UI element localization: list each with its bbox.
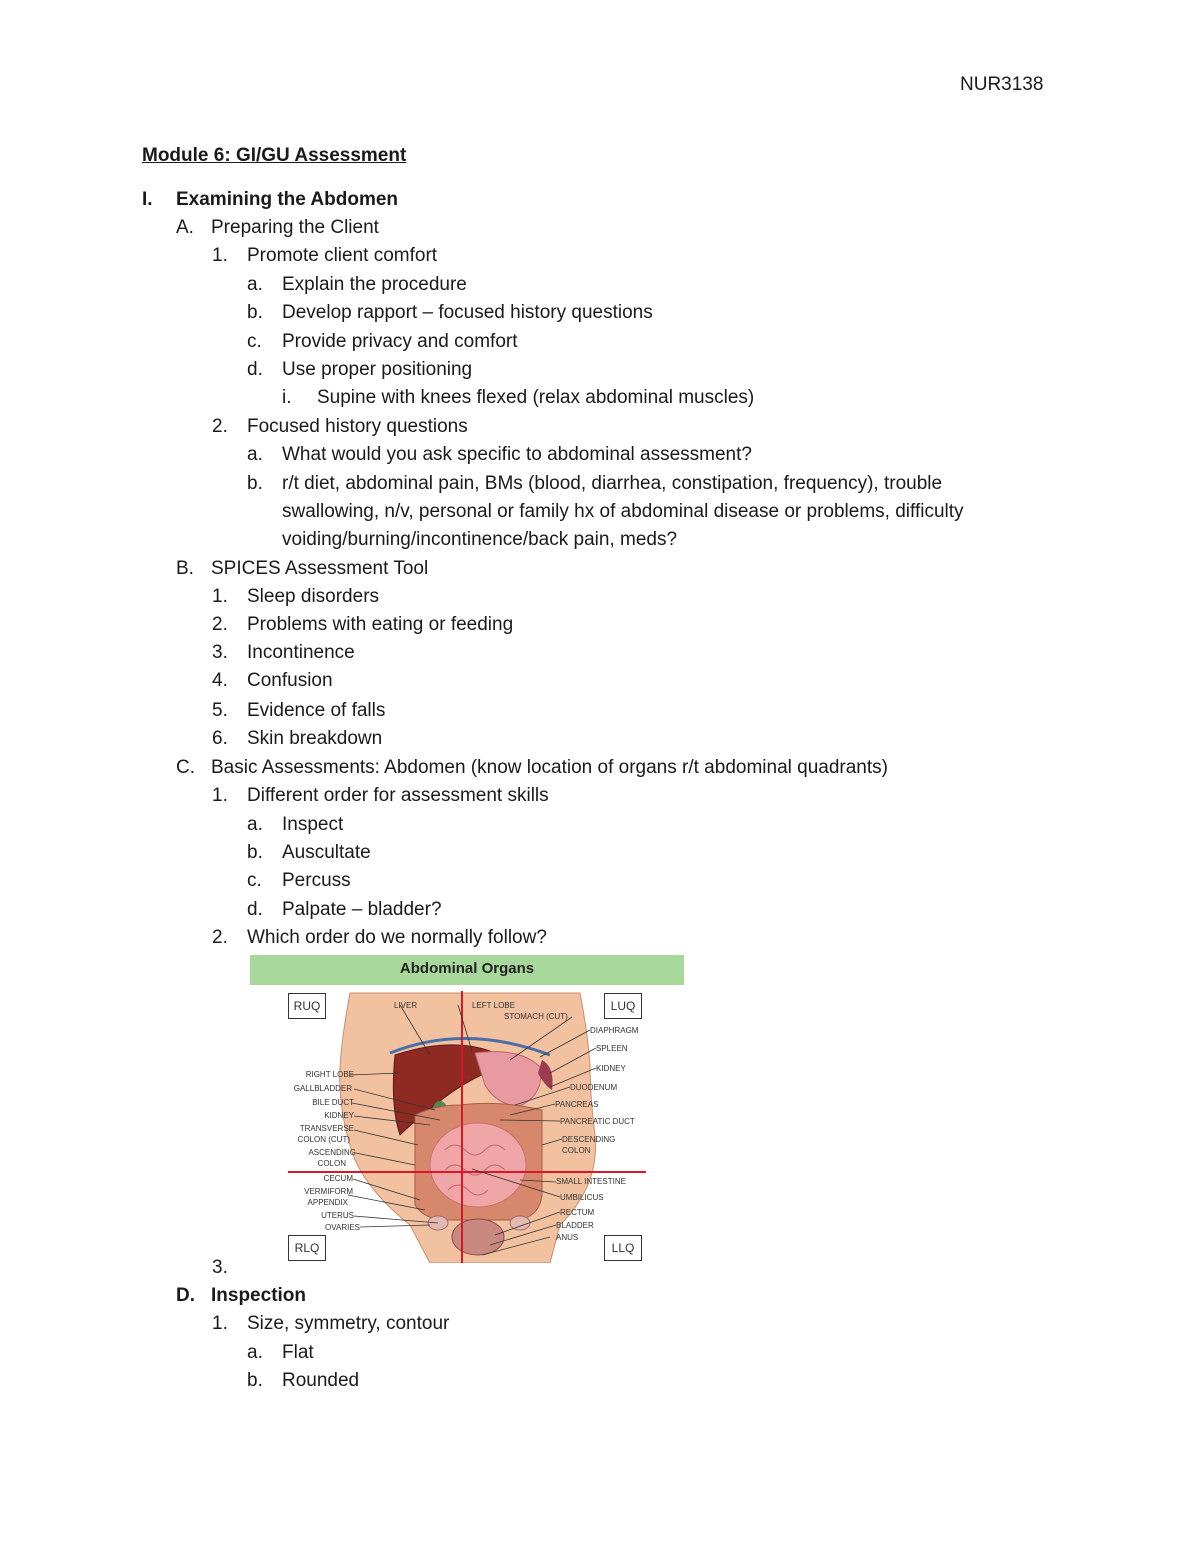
outline-text: Skin breakdown (247, 728, 383, 749)
outline-marker: b. (247, 1370, 263, 1391)
ruq-label: RUQ (288, 993, 326, 1019)
outline-marker: i. (282, 387, 292, 408)
outline-marker: 3. (212, 1257, 228, 1278)
organ-label: APPENDIX (307, 1198, 348, 1207)
organ-label: COLON (562, 1146, 591, 1155)
organ-label: TRANSVERSE (299, 1124, 354, 1133)
organ-label: DESCENDING (562, 1135, 616, 1144)
organ-label: LIVER (394, 1001, 418, 1010)
outline-text: Incontinence (247, 642, 355, 663)
outline-marker: b. (247, 842, 263, 863)
outline-text: Focused history questions (247, 416, 468, 437)
organ-label: PANCREATIC DUCT (560, 1117, 635, 1126)
organ-label: STOMACH (CUT) (504, 1012, 568, 1021)
organ-label: SPLEEN (596, 1044, 628, 1053)
outline-marker: b. (247, 473, 263, 494)
outline-text: Examining the Abdomen (176, 189, 399, 210)
outline-marker: 3. (212, 642, 228, 663)
outline-text: Auscultate (282, 842, 371, 863)
outline-text: Basic Assessments: Abdomen (know location of organs r/t abdominal quadrants) (211, 757, 888, 778)
course-code: NUR3138 (960, 74, 1044, 95)
luq-label: LUQ (604, 993, 642, 1019)
organ-label: DIAPHRAGM (590, 1026, 639, 1035)
outline-text: r/t diet, abdominal pain, BMs (blood, diarrhea, constipation, frequency), trouble (282, 473, 943, 494)
outline-marker: 2. (212, 614, 228, 635)
page-title: Module 6: GI/GU Assessment (142, 145, 407, 166)
outline-text: Flat (282, 1342, 314, 1363)
outline-text: Use proper positioning (282, 359, 473, 380)
outline-marker: 1. (212, 1313, 228, 1334)
outline-marker: a. (247, 274, 263, 295)
outline-marker: 2. (212, 416, 228, 437)
outline-text: Explain the procedure (282, 274, 467, 295)
outline-marker: 1. (212, 586, 228, 607)
outline-marker: 2. (212, 927, 228, 948)
organ-label: SMALL INTESTINE (556, 1177, 626, 1186)
outline-marker: d. (247, 899, 263, 920)
outline-marker: 6. (212, 728, 228, 749)
outline-text: Size, symmetry, contour (247, 1313, 450, 1334)
organ-label: COLON (CUT) (297, 1135, 350, 1144)
outline-text: Develop rapport – focused history questions (282, 302, 653, 323)
llq-label: LLQ (604, 1235, 642, 1261)
organ-label: BLADDER (556, 1221, 594, 1230)
organ-label: LEFT LOBE (472, 1001, 515, 1010)
organ-label: RIGHT LOBE (305, 1070, 354, 1079)
outline-text: Supine with knees flexed (relax abdominal muscles) (317, 387, 755, 408)
organ-label: KIDNEY (596, 1064, 626, 1073)
outline-text: Problems with eating or feeding (247, 614, 514, 635)
outline-text: voiding/burning/incontinence/back pain, meds? (282, 529, 678, 550)
outline-marker: a. (247, 814, 263, 835)
organ-label: ANUS (556, 1233, 579, 1242)
outline-text: swallowing, n/v, personal or family hx of abdominal disease or problems, difficulty (282, 501, 964, 522)
organ-label: COLON (317, 1159, 346, 1168)
outline-marker: a. (247, 1342, 263, 1363)
outline-text: Promote client comfort (247, 245, 438, 266)
outline-marker: 1. (212, 245, 228, 266)
outline-text: Rounded (282, 1370, 360, 1391)
organ-label: DUODENUM (570, 1083, 618, 1092)
outline-text: What would you ask specific to abdominal assessment? (282, 444, 752, 465)
outline-text: Different order for assessment skills (247, 785, 549, 806)
outline-marker: C. (176, 757, 195, 778)
organ-label: UTERUS (321, 1211, 354, 1220)
outline-text: Percuss (282, 870, 351, 891)
outline-text: Sleep disorders (247, 586, 380, 607)
outline-text: Palpate – bladder? (282, 899, 442, 920)
organ-label: ASCENDING (308, 1148, 356, 1157)
organ-label: RECTUM (560, 1208, 595, 1217)
organ-label: OVARIES (325, 1223, 360, 1232)
outline-marker: I. (142, 189, 153, 210)
outline-marker: a. (247, 444, 263, 465)
outline-marker: A. (176, 217, 194, 238)
outline-text: Inspect (282, 814, 344, 835)
organ-label: VERMIFORM (304, 1187, 353, 1196)
abdominal-organs-figure (250, 955, 684, 1263)
outline-text: Which order do we normally follow? (247, 927, 547, 948)
rlq-label: RLQ (288, 1235, 326, 1261)
organ-label: GALLBLADDER (293, 1084, 352, 1093)
outline-marker: B. (176, 558, 194, 579)
organ-label: KIDNEY (324, 1111, 354, 1120)
organ-label: CECUM (323, 1174, 353, 1183)
organ-label: UMBILICUS (560, 1193, 604, 1202)
outline-marker: 4. (212, 670, 228, 691)
organ-label: PANCREAS (555, 1100, 599, 1109)
outline-text: Confusion (247, 670, 333, 691)
outline-text: Provide privacy and comfort (282, 331, 518, 352)
outline-text: Inspection (211, 1285, 307, 1306)
outline-text: Evidence of falls (247, 700, 386, 721)
outline-marker: 5. (212, 700, 228, 721)
outline-marker: c. (247, 870, 262, 891)
figure-title: Abdominal Organs (399, 960, 535, 977)
outline-marker: d. (247, 359, 263, 380)
outline-marker: c. (247, 331, 262, 352)
outline-marker: 1. (212, 785, 228, 806)
outline-marker: D. (176, 1285, 195, 1306)
outline-text: Preparing the Client (211, 217, 379, 238)
outline-marker: b. (247, 302, 263, 323)
outline-text: SPICES Assessment Tool (211, 558, 429, 579)
organ-label: BILE DUCT (312, 1098, 354, 1107)
